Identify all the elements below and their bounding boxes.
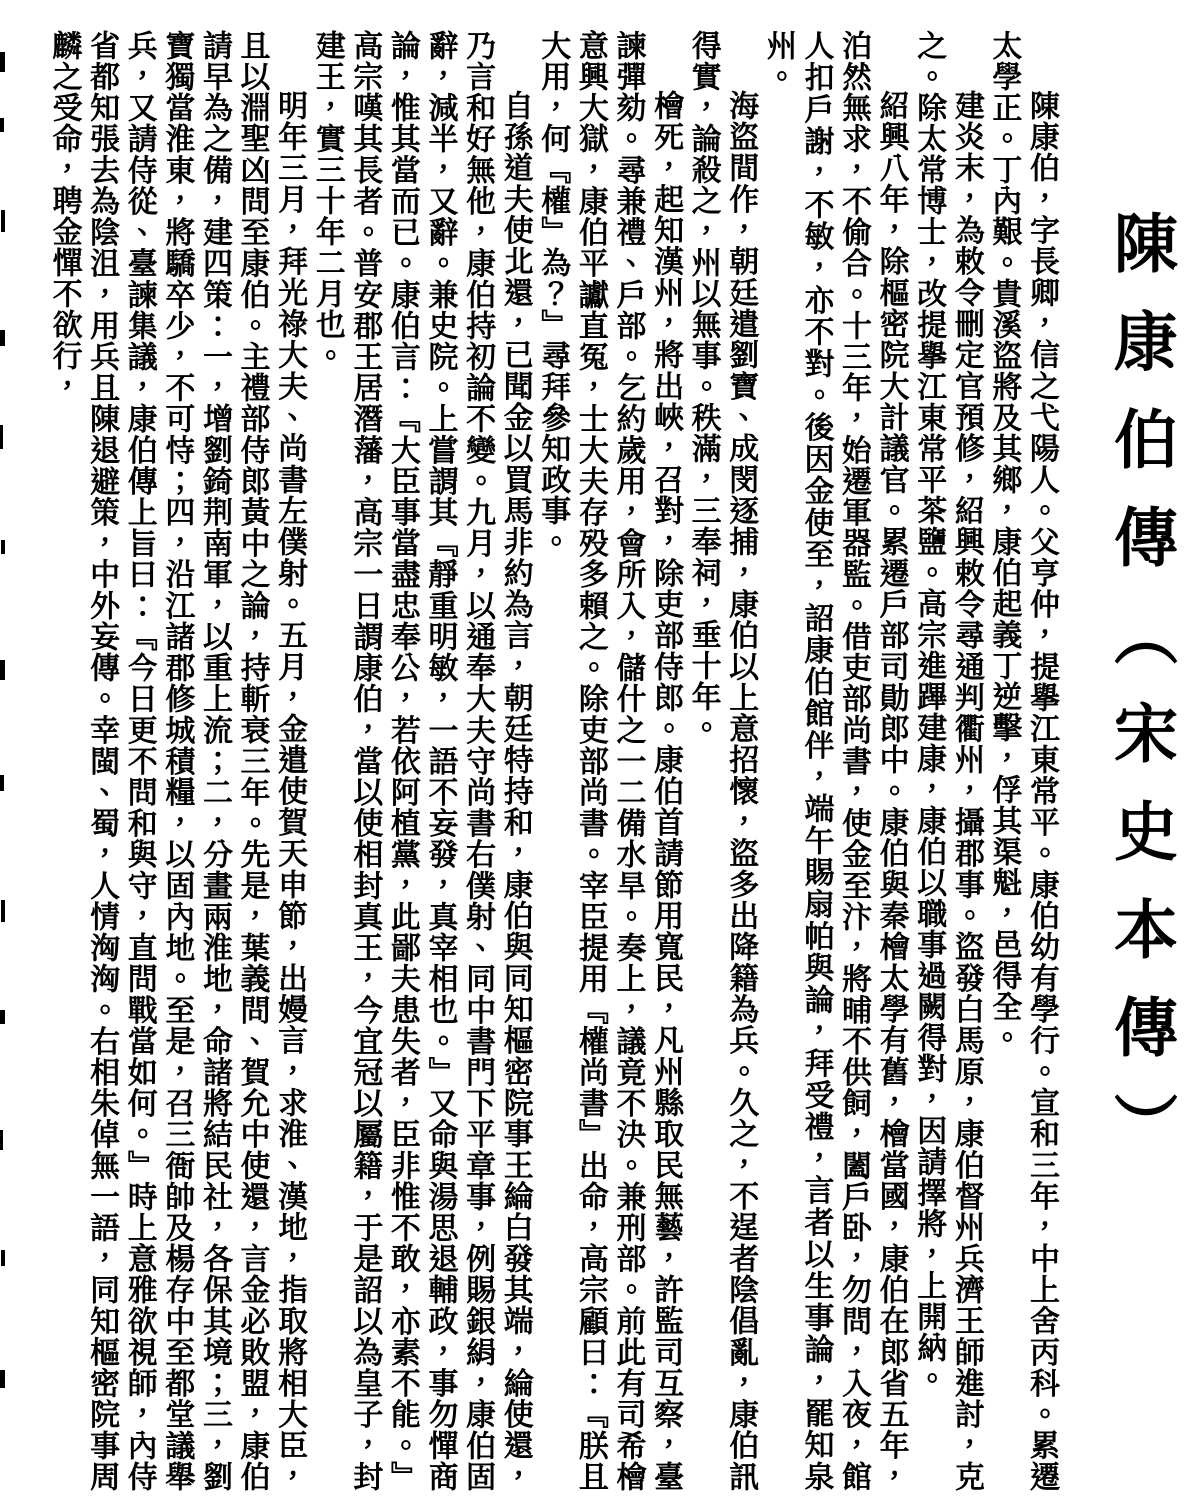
paragraph: 建炎末，為敕令刪定官預修，紹興敕令尋通判衢州，攝郡事。盜發白馬原，康伯督州兵濟王師進討，克之。除太常博士，改提擧江東常平茶鹽。高宗進蹕建康，康伯以職事過闕得對，因請擇將，上開納。	[912, 30, 983, 1492]
paragraph: 紹興八年，除樞密院大計議官。累遷戶部司勛郎中。康伯與秦檜太學有舊，檜當國，康伯在郎省五年，泊然無求，不偷合。十三年，始遷軍器監。借吏部尚書，使金至汴，將晡不供飼，闔戶卧，勿問，入夜，館人扣戶謝，不敏，亦不對。後因金使至，詔康伯館伴，端午賜扇帕與論，拜受禮，言者以生事論，罷知泉州。	[761, 30, 908, 1492]
biography-body-text	[6, 30, 1060, 1492]
paragraph: 明年三月，拜光祿大夫、尚書左僕射。五月，金遣使賀天申節，出嫚言，求淮、漢地，指取將相大臣，且以淵聖凶問至康伯。主禮部侍郎黃中之論，持斬衰三年。先是，葉義問、賀允中使還，言金必敗盟，康伯請早為之備，建四策：一，增劉錡荆南軍，以重上流；二，分畫兩淮地，命諸將結民社，各保其境；三，劉寶獨當淮東，將驕卒少，不可恃；四，沿江諸郡修城積糧，以固內地。至是，召三衙帥及楊存中至都堂議舉兵，又請侍從、臺諫集議，康伯傳上旨曰：『今日更不問和與守，直問戰當如何。』時上意雅欲視師，內侍省都知張去為陰沮，用兵且陳退避策，中外妄傳。幸閩、蜀，人情洶洶。右相朱倬無一語，同知樞密院事周麟之受命，聘金憚不欲行，	[47, 30, 307, 1492]
paragraph: 陳康伯，字長卿，信之弋陽人。父亨仲，提擧江東常平。康伯幼有學行。宣和三年，中上舍丙科。累遷太學正。丁內艱。貴溪盜將及其鄉，康伯起義丁逆擊，俘其渠魁，邑得全。	[987, 30, 1058, 1492]
paragraph: 檜死，起知漢州，將出峽，召對，除吏部侍郎。康伯首請節用寬民，凡州縣取民無藝，許監司互察，臺諫彈劾。尋兼禮、戶部。乞約歲用，會所入，儲什之一二備水旱。奏上，議竟不決。兼刑部。前此有司希檜意興大獄，康伯平讞直冤，士大夫存殁多賴之。除吏部尚書。宰臣提用『權尚書』出命，高宗顧曰：『朕且大用，何『權』為？』尋拜參知政事。	[536, 30, 683, 1492]
paragraph: 海盜間作，朝廷遣劉寶、成閔逐捕，康伯以上意招懷，盜多出降籍為兵。久之，不逞者陰倡亂，康伯訊得實，論殺之，州以無事。秩滿，三奉祠，垂十年。	[686, 30, 758, 1492]
page-title: 陳康伯傳（宋史本傳）	[1105, 210, 1176, 1190]
paragraph: 自孫道夫使北還，已聞金以買馬非約為言，朝廷特持和，康伯與同知樞密院事王綸白發其端，綸使還，乃言和好無他，康伯持初論不變。九月，以通奉大夫守尚書右僕射、同中書門下平章事，例賜銀絹，康伯固辭，減半，又辭。兼史院。上嘗謂其『靜重明敏，一語不妄發，真宰相也。』又命與湯思退輔政，事勿憚商論，惟其當而已。康伯言：『大臣事當盡忠奉公，若依阿植黨，此鄙夫患失者，臣非惟不敢，亦素不能。』高宗嘆其長者。普安郡王居潛藩，高宗一日謂康伯，當以使相封真王，今宜冠以屬籍，于是詔以為皇子，封建王，實三十年二月也。	[310, 30, 532, 1492]
cut-column-fragments	[0, 0, 8, 1498]
